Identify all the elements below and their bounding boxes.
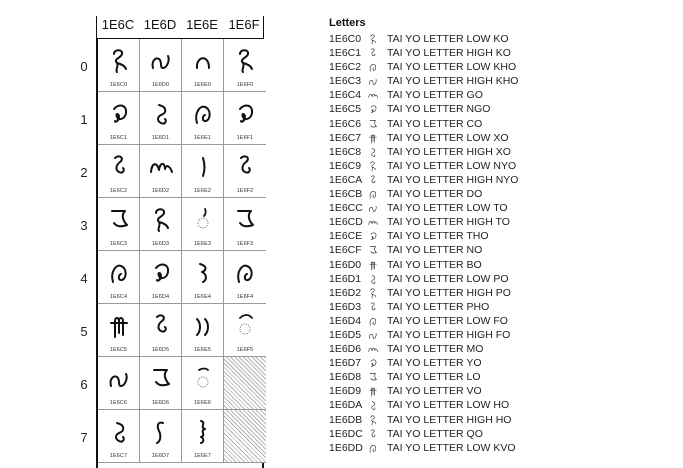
letter-glyph-icon	[367, 216, 379, 228]
letter-glyph-icon	[367, 103, 379, 115]
letter-glyph-icon	[367, 357, 379, 369]
glyph-icon	[224, 151, 266, 181]
codepoint-label: 1E6D7	[151, 453, 170, 459]
letter-name: TAI YO LETTER LOW TO	[387, 202, 508, 215]
letter-list-item	[329, 187, 669, 201]
glyph-cell	[182, 410, 224, 463]
letter-name: TAI YO LETTER HIGH TO	[387, 216, 510, 229]
glyph-icon	[182, 257, 223, 287]
glyph-cell	[140, 198, 182, 251]
letter-glyph-icon	[367, 371, 379, 383]
letter-name: TAI YO LETTER PHO	[387, 300, 490, 313]
codepoint-label: 1E6F4	[236, 294, 254, 300]
glyph-icon	[98, 45, 139, 75]
letter-name: TAI YO LETTER NGO	[387, 103, 491, 116]
letter-codepoint: 1E6D1	[329, 272, 362, 285]
codepoint-label: 1E6F5	[236, 347, 254, 353]
letter-name: TAI YO LETTER YO	[387, 357, 482, 370]
codepoint-label: 1E6C6	[109, 400, 128, 406]
letter-codepoint: 1E6C7	[329, 131, 362, 144]
letter-name: TAI YO LETTER NO	[387, 244, 483, 257]
letter-codepoint: 1E6D5	[329, 328, 362, 341]
codepoint-label: 1E6F0	[236, 82, 254, 88]
letter-list-item	[329, 272, 669, 286]
glyph-icon	[182, 416, 223, 446]
letter-list-item	[329, 441, 669, 455]
row-header: 7	[80, 430, 88, 445]
column-header: 1E6C	[101, 17, 135, 32]
row-header: 3	[80, 218, 88, 233]
letter-list-item	[329, 32, 669, 46]
letter-list-item	[329, 258, 669, 272]
row-header: 5	[80, 324, 88, 339]
glyph-cell	[140, 357, 182, 410]
letter-name: TAI YO LETTER LOW KVO	[387, 441, 516, 454]
codepoint-label: 1E6E0	[193, 82, 211, 88]
codepoint-label: 1E6C1	[109, 135, 128, 141]
row-header: 6	[80, 377, 88, 392]
glyph-icon	[140, 204, 181, 234]
glyph-cell	[224, 92, 266, 145]
letter-list-item	[329, 117, 669, 131]
glyph-icon	[182, 98, 223, 128]
codepoint-label: 1E6D4	[151, 294, 170, 300]
glyph-icon	[98, 310, 139, 340]
letter-list-item	[329, 46, 669, 60]
letter-codepoint: 1E6C6	[329, 117, 362, 130]
glyph-cell	[98, 251, 140, 304]
letter-glyph-icon	[367, 118, 379, 130]
glyph-cell	[224, 145, 266, 198]
letter-glyph-icon	[367, 315, 379, 327]
letter-codepoint: 1E6DB	[329, 413, 363, 426]
letter-list-item	[329, 370, 669, 384]
glyph-cell	[140, 92, 182, 145]
codepoint-label: 1E6E4	[193, 294, 211, 300]
glyph-icon	[140, 310, 181, 340]
letter-glyph-icon	[367, 301, 379, 313]
codepoint-label: 1E6E7	[193, 453, 211, 459]
letter-glyph-icon	[367, 61, 379, 73]
codepoint-label: 1E6C0	[109, 82, 128, 88]
column-header: 1E6D	[143, 17, 177, 32]
codepoint-label: 1E6C4	[109, 294, 128, 300]
letter-name: TAI YO LETTER CO	[387, 117, 483, 130]
letter-glyph-icon	[367, 273, 379, 285]
codepoint-label: 1E6E6	[193, 400, 211, 406]
letter-list-item	[329, 398, 669, 412]
glyph-cell	[140, 39, 182, 92]
letter-list-item	[329, 328, 669, 342]
codepoint-label: 1E6D3	[151, 241, 170, 247]
letter-glyph-icon	[367, 287, 379, 299]
letter-codepoint: 1E6C2	[329, 61, 362, 74]
letter-codepoint: 1E6CD	[329, 216, 363, 229]
letter-name: TAI YO LETTER HIGH FO	[387, 328, 511, 341]
letter-codepoint: 1E6C9	[329, 159, 362, 172]
codepoint-label: 1E6C3	[109, 241, 128, 247]
letter-name: TAI YO LETTER VO	[387, 385, 482, 398]
glyph-cell	[98, 357, 140, 410]
letter-glyph-icon	[367, 132, 379, 144]
letter-codepoint: 1E6CB	[329, 188, 363, 201]
letter-glyph-icon	[367, 146, 379, 158]
letter-name: TAI YO LETTER LOW KO	[387, 33, 509, 45]
letter-codepoint: 1E6C8	[329, 145, 362, 158]
letter-glyph-icon	[367, 188, 379, 200]
glyph-icon	[98, 363, 139, 393]
letter-codepoint: 1E6D8	[329, 371, 362, 384]
codepoint-label: 1E6F2	[236, 188, 254, 194]
glyph-icon	[224, 45, 266, 75]
letter-codepoint: 1E6C4	[329, 89, 362, 102]
row-header: 4	[80, 271, 88, 286]
column-header: 1E6E	[186, 17, 218, 32]
glyph-icon	[224, 204, 266, 234]
letter-name: TAI YO LETTER LOW FO	[387, 314, 508, 327]
letter-list-item	[329, 201, 669, 215]
letter-name: TAI YO LETTER LOW XO	[387, 131, 509, 144]
letter-codepoint: 1E6D9	[329, 385, 362, 398]
letter-name: TAI YO LETTER LO	[387, 371, 481, 384]
glyph-cell	[98, 410, 140, 463]
letter-codepoint: 1E6CC	[329, 202, 363, 215]
letter-name: TAI YO LETTER QO	[387, 427, 483, 440]
glyph-cell	[182, 39, 224, 92]
letter-glyph-icon	[367, 75, 379, 87]
letters-heading: Letters	[329, 17, 366, 29]
letter-name: TAI YO LETTER GO	[387, 89, 483, 102]
glyph-cell	[98, 92, 140, 145]
letter-list-item	[329, 88, 669, 102]
glyph-cell	[98, 39, 140, 92]
letter-codepoint: 1E6DD	[329, 441, 363, 454]
glyph-cell	[182, 92, 224, 145]
letter-codepoint: 1E6D0	[329, 258, 362, 271]
codepoint-label: 1E6E1	[193, 135, 211, 141]
letter-codepoint: 1E6C1	[329, 47, 362, 60]
letter-list-item	[329, 413, 669, 427]
glyph-cell	[140, 145, 182, 198]
glyph-cell	[140, 251, 182, 304]
letter-glyph-icon	[367, 47, 379, 59]
codepoint-label: 1E6D1	[151, 135, 170, 141]
letter-codepoint: 1E6DC	[329, 427, 363, 440]
letter-name: TAI YO LETTER MO	[387, 343, 484, 356]
glyph-icon	[98, 257, 139, 287]
letter-list-item	[329, 427, 669, 441]
codepoint-label: 1E6C5	[109, 347, 128, 353]
letter-glyph-icon	[367, 160, 379, 172]
letter-name: TAI YO LETTER LOW KHO	[387, 61, 517, 74]
letter-codepoint: 1E6D7	[329, 357, 362, 370]
letter-glyph-icon	[367, 259, 379, 271]
letter-codepoint: 1E6D4	[329, 314, 362, 327]
letter-glyph-icon	[367, 89, 379, 101]
letter-list-item	[329, 173, 669, 187]
letter-name: TAI YO LETTER LOW HO	[387, 399, 510, 412]
column-header: 1E6F	[228, 17, 260, 32]
glyph-cell	[182, 251, 224, 304]
glyph-icon	[140, 363, 181, 393]
glyph-cell	[224, 198, 266, 251]
letter-codepoint: 1E6CF	[329, 244, 362, 257]
codepoint-label: 1E6D2	[151, 188, 170, 194]
letter-glyph-icon	[367, 428, 379, 440]
letter-list-item	[329, 60, 669, 74]
letter-name: TAI YO LETTER BO	[387, 258, 482, 271]
glyph-icon	[182, 310, 223, 340]
codepoint-label: 1E6F3	[236, 241, 254, 247]
letter-codepoint: 1E6CE	[329, 230, 363, 243]
glyph-cell	[98, 304, 140, 357]
letter-name: TAI YO LETTER HIGH KO	[387, 47, 511, 60]
glyph-cell	[182, 304, 224, 357]
letter-glyph-icon	[367, 244, 379, 256]
letter-name: TAI YO LETTER HIGH XO	[387, 145, 511, 158]
letter-codepoint: 1E6D6	[329, 343, 362, 356]
glyph-icon	[140, 257, 181, 287]
glyph-icon	[182, 363, 223, 393]
letter-list-item	[329, 300, 669, 314]
glyph-icon	[140, 98, 181, 128]
reserved-cell	[224, 410, 266, 463]
glyph-icon	[98, 416, 139, 446]
codepoint-label: 1E6F1	[236, 135, 254, 141]
letter-list-item	[329, 74, 669, 88]
letter-list-item	[329, 342, 669, 356]
codepoint-label: 1E6D6	[151, 400, 170, 406]
glyph-icon	[98, 204, 139, 234]
codepoint-label: 1E6C2	[109, 188, 128, 194]
glyph-cell	[182, 357, 224, 410]
glyph-icon	[182, 45, 223, 75]
letter-codepoint: 1E6C0	[329, 33, 362, 45]
glyph-icon	[182, 204, 223, 234]
glyph-icon	[224, 257, 266, 287]
letter-glyph-icon	[367, 442, 379, 454]
letter-glyph-icon	[367, 399, 379, 411]
letter-list-item	[329, 384, 669, 398]
glyph-icon	[224, 310, 266, 340]
letter-name: TAI YO LETTER DO	[387, 188, 483, 201]
codepoint-label: 1E6E5	[193, 347, 211, 353]
letter-codepoint: 1E6D2	[329, 286, 362, 299]
letter-list-item	[329, 243, 669, 257]
letter-name: TAI YO LETTER HIGH NYO	[387, 173, 519, 186]
letter-codepoint: 1E6CA	[329, 173, 363, 186]
codepoint-label: 1E6E2	[193, 188, 211, 194]
letter-list-item	[329, 102, 669, 116]
letter-name: TAI YO LETTER HIGH KHO	[387, 75, 519, 88]
codepoint-label: 1E6C7	[109, 453, 128, 459]
letter-glyph-icon	[367, 385, 379, 397]
letter-glyph-icon	[367, 343, 379, 355]
reserved-cell	[224, 357, 266, 410]
glyph-cell	[224, 39, 266, 92]
glyph-cell	[182, 145, 224, 198]
letter-name: TAI YO LETTER LOW NYO	[387, 159, 517, 172]
codepoint-label: 1E6E3	[193, 241, 211, 247]
glyph-icon	[98, 151, 139, 181]
codepoint-label: 1E6D0	[151, 82, 170, 88]
letter-codepoint: 1E6C3	[329, 75, 362, 88]
glyph-icon	[182, 151, 223, 181]
letter-codepoint: 1E6C5	[329, 103, 362, 116]
glyph-icon	[140, 45, 181, 75]
glyph-cell	[224, 251, 266, 304]
glyph-icon	[224, 98, 266, 128]
letter-name: TAI YO LETTER HIGH HO	[387, 413, 512, 426]
letter-glyph-icon	[367, 329, 379, 341]
letter-name: TAI YO LETTER THO	[387, 230, 489, 243]
letter-name: TAI YO LETTER HIGH PO	[387, 286, 511, 299]
letter-glyph-icon	[367, 202, 379, 214]
glyph-icon	[140, 416, 181, 446]
letter-list-item	[329, 145, 669, 159]
letter-name: TAI YO LETTER LOW PO	[387, 272, 509, 285]
glyph-icon	[140, 151, 181, 181]
letters-list	[329, 15, 669, 455]
glyph-cell	[140, 410, 182, 463]
glyph-cell	[224, 304, 266, 357]
letter-list-item	[329, 229, 669, 243]
glyph-icon	[98, 98, 139, 128]
glyph-cell	[98, 198, 140, 251]
letter-codepoint: 1E6D3	[329, 300, 362, 313]
row-header: 2	[80, 165, 88, 180]
codepoint-label: 1E6D5	[151, 347, 170, 353]
glyph-cell	[182, 198, 224, 251]
glyph-cell	[98, 145, 140, 198]
letter-codepoint: 1E6DA	[329, 399, 363, 412]
letter-glyph-icon	[367, 230, 379, 242]
letter-list-item	[329, 356, 669, 370]
letter-list-item	[329, 314, 669, 328]
letter-glyph-icon	[367, 414, 379, 426]
letter-list-item	[329, 159, 669, 173]
letter-glyph-icon	[367, 174, 379, 186]
row-header: 0	[80, 59, 88, 74]
row-header: 1	[80, 112, 88, 127]
letter-list-item	[329, 131, 669, 145]
code-chart	[0, 0, 300, 459]
letter-list-item	[329, 286, 669, 300]
glyph-cell	[140, 304, 182, 357]
letter-glyph-icon	[367, 33, 379, 45]
letter-list-item	[329, 215, 669, 229]
